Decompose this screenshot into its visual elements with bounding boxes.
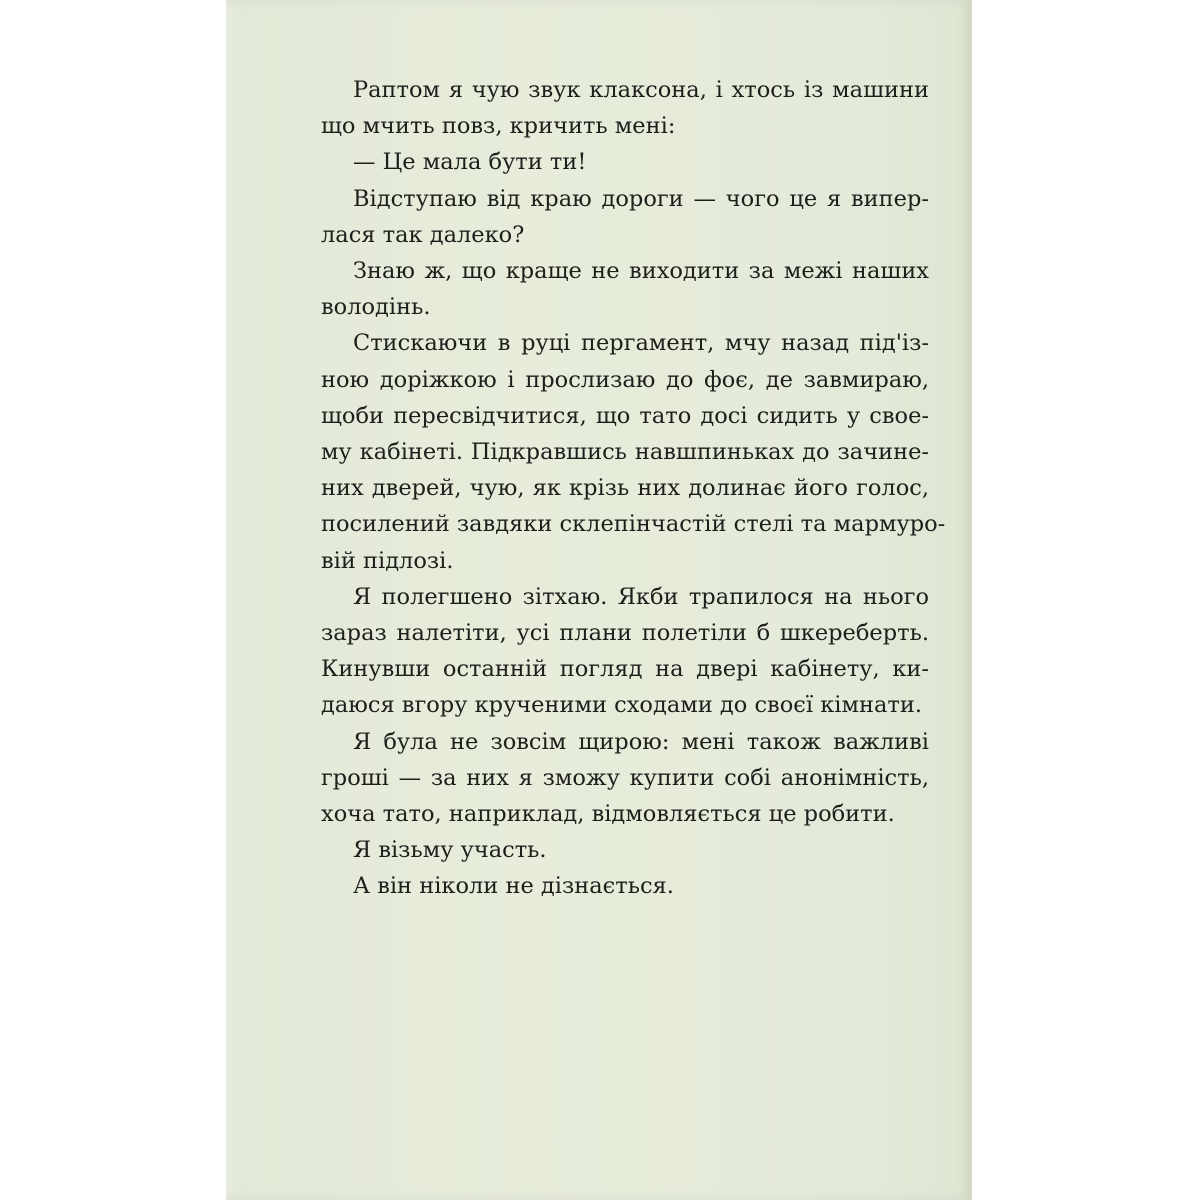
- paragraph: [321, 72, 929, 144]
- text-line: Відступаю від краю дороги — чого це я випер-: [353, 185, 929, 212]
- text-line: Раптом я чую звук клаксона, і хтось із машини: [353, 77, 929, 103]
- text-line: му кабінеті. Підкравшись навшпиньках до зачине-: [321, 439, 929, 466]
- book-page: [226, 0, 972, 1200]
- text-line: лася так далеко?: [321, 221, 525, 248]
- paragraph: [321, 253, 929, 325]
- body-text: [321, 72, 946, 905]
- text-line: Знаю ж, що краще не виходити за межі наших: [353, 258, 929, 285]
- text-line: зараз налетіти, усі плани полетіли б шкереберть.: [321, 620, 929, 647]
- text-line: посилений завдяки склепінчастій стелі та мармуро-: [321, 511, 946, 538]
- text-line: них дверей, чую, як крізь них долинає його голос,: [321, 475, 929, 502]
- text-line: Я була не зовсім щирою: мені також важливі: [353, 728, 929, 755]
- text-line: щоби пересвідчитися, що тато досі сидить у свое-: [321, 402, 929, 429]
- text-line: А він ніколи не дізнається.: [353, 873, 674, 900]
- paragraph: [321, 325, 946, 578]
- text-line: володінь.: [321, 294, 431, 321]
- paragraph: [321, 724, 929, 833]
- paragraph: [321, 144, 929, 180]
- text-line: вій підлозі.: [321, 547, 454, 574]
- text-line: хоча тато, наприклад, відмовляється це робити.: [321, 801, 895, 828]
- paragraph: [321, 181, 929, 253]
- text-line: ною доріжкою і прослизаю до фоє, де завмираю,: [321, 366, 929, 393]
- text-line: даюся вгору крученими сходами до своєї кімнати.: [321, 692, 922, 719]
- text-line: Я візьму участь.: [353, 837, 547, 864]
- text-line: — Це мала бути ти!: [353, 149, 587, 176]
- text-line: гроші — за них я зможу купити собі анонімність,: [321, 764, 929, 791]
- text-line: Стискаючи в руці пергамент, мчу назад під'із-: [353, 330, 929, 357]
- text-line: що мчить повз, кричить мені:: [321, 113, 676, 140]
- text-line: Я полегшено зітхаю. Якби трапилося на нього: [353, 583, 929, 610]
- paragraph: [321, 832, 929, 868]
- paragraph: [321, 579, 929, 724]
- paragraph: [321, 868, 929, 904]
- text-line: Кинувши останній погляд на двері кабінету, ки-: [321, 656, 929, 683]
